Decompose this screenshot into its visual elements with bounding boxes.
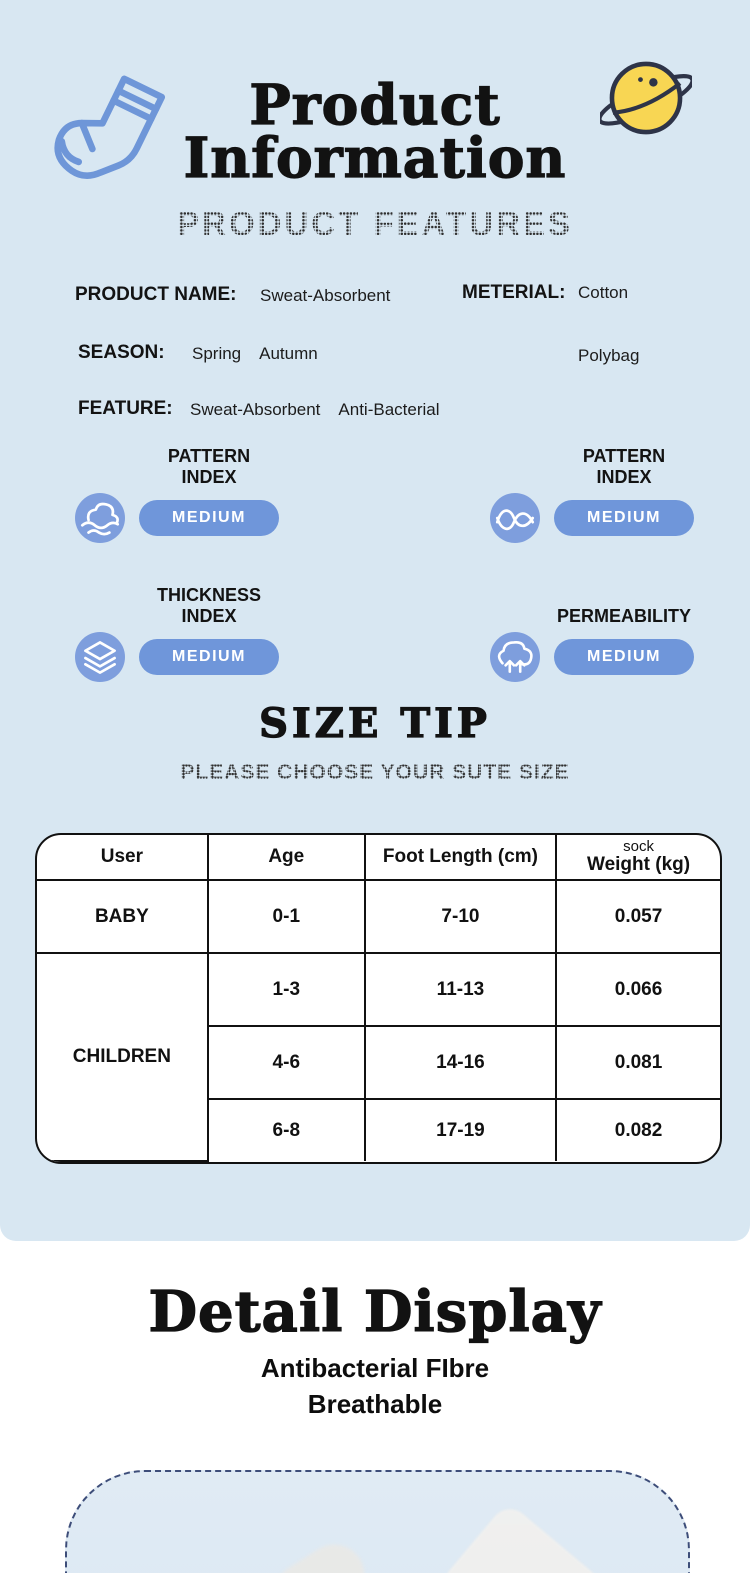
feature-value-1: Sweat-Absorbent: [190, 400, 321, 419]
cell-age: 1-3: [208, 953, 365, 1026]
material-value: Cotton: [578, 283, 629, 302]
feature-value-2: Anti-Bacterial: [338, 400, 440, 419]
table-row-children-1: [37, 953, 720, 1026]
layers-icon: [75, 632, 125, 682]
detail-photo-frame: [65, 1470, 690, 1573]
detail-display-heading: Detail Display: [148, 1279, 602, 1345]
feature-value: [190, 400, 458, 420]
size-tip-subtitle: PLEASE CHOOSE YOUR SUTE SIZE: [0, 761, 750, 785]
product-features-heading: PRODUCT FEATURES: [0, 205, 750, 243]
badge-permeability: [490, 583, 694, 682]
index-badges: [75, 444, 694, 682]
badge-title: PATTERN INDEX: [582, 446, 666, 487]
col-header-user: User: [37, 835, 208, 880]
detail-subtitle-2: Breathable: [307, 1389, 443, 1419]
breathable-cloud-icon: [490, 632, 540, 682]
sock-photo-fragment: [437, 1501, 607, 1573]
size-tip-heading: SIZE TIP: [259, 700, 491, 747]
badge-thickness-index: [75, 583, 279, 682]
pattern-index-level-pill: MEDIUM: [554, 500, 694, 536]
packing-value: Polybag: [578, 346, 640, 365]
cell-weight: 0.082: [556, 1099, 720, 1161]
badge-title: PATTERN INDEX: [167, 446, 251, 487]
feature-label: FEATURE:: [78, 398, 173, 419]
table-header-row: [37, 835, 720, 880]
cell-foot: 14-16: [365, 1026, 556, 1099]
permeability-level-pill: MEDIUM: [554, 639, 694, 675]
size-table: [35, 833, 722, 1164]
col-header-foot-length: Foot Length (cm): [365, 835, 556, 880]
cell-user: BABY: [37, 880, 208, 953]
product-name-label: PRODUCT NAME:: [75, 284, 237, 305]
cloud-waves-icon: [75, 493, 125, 543]
cell-age: 6-8: [208, 1099, 365, 1161]
col-header-weight: sock Weight (kg): [556, 835, 720, 880]
season-label: SEASON:: [78, 342, 165, 363]
thickness-index-level-pill: MEDIUM: [139, 639, 279, 675]
cell-age: 0-1: [208, 880, 365, 953]
page-title-line2: Information: [183, 125, 567, 190]
page-title-line1: Product: [249, 72, 501, 137]
detail-display-section: [0, 1241, 750, 1573]
table-row-baby: [37, 880, 720, 953]
cell-weight: 0.066: [556, 953, 720, 1026]
badge-pattern-index-left: [75, 444, 279, 543]
product-name-value: Sweat-Absorbent: [260, 286, 391, 305]
material-label: METERIAL:: [462, 282, 566, 303]
cell-foot: 17-19: [365, 1099, 556, 1161]
pattern-index-level-pill: MEDIUM: [139, 500, 279, 536]
detail-subtitle-1: Antibacterial FIbre: [260, 1353, 490, 1383]
col-header-age: Age: [208, 835, 365, 880]
badge-title: THICKNESS INDEX: [156, 585, 261, 626]
cell-age: 4-6: [208, 1026, 365, 1099]
badge-title: PERMEABILITY: [556, 606, 691, 626]
cell-weight: 0.081: [556, 1026, 720, 1099]
cell-weight: 0.057: [556, 880, 720, 953]
season-value-autumn: Autumn: [259, 344, 318, 363]
cell-foot: 11-13: [365, 953, 556, 1026]
page-title: [0, 72, 750, 190]
cell-user-children: CHILDREN: [37, 953, 208, 1161]
season-value-spring: Spring: [192, 344, 242, 363]
badge-pattern-index-right: [490, 444, 694, 543]
cell-foot: 7-10: [365, 880, 556, 953]
sock-photo-fragment: [263, 1533, 375, 1573]
spec-list: [0, 270, 750, 440]
sine-waves-icon: [490, 493, 540, 543]
season-value: [192, 344, 336, 364]
